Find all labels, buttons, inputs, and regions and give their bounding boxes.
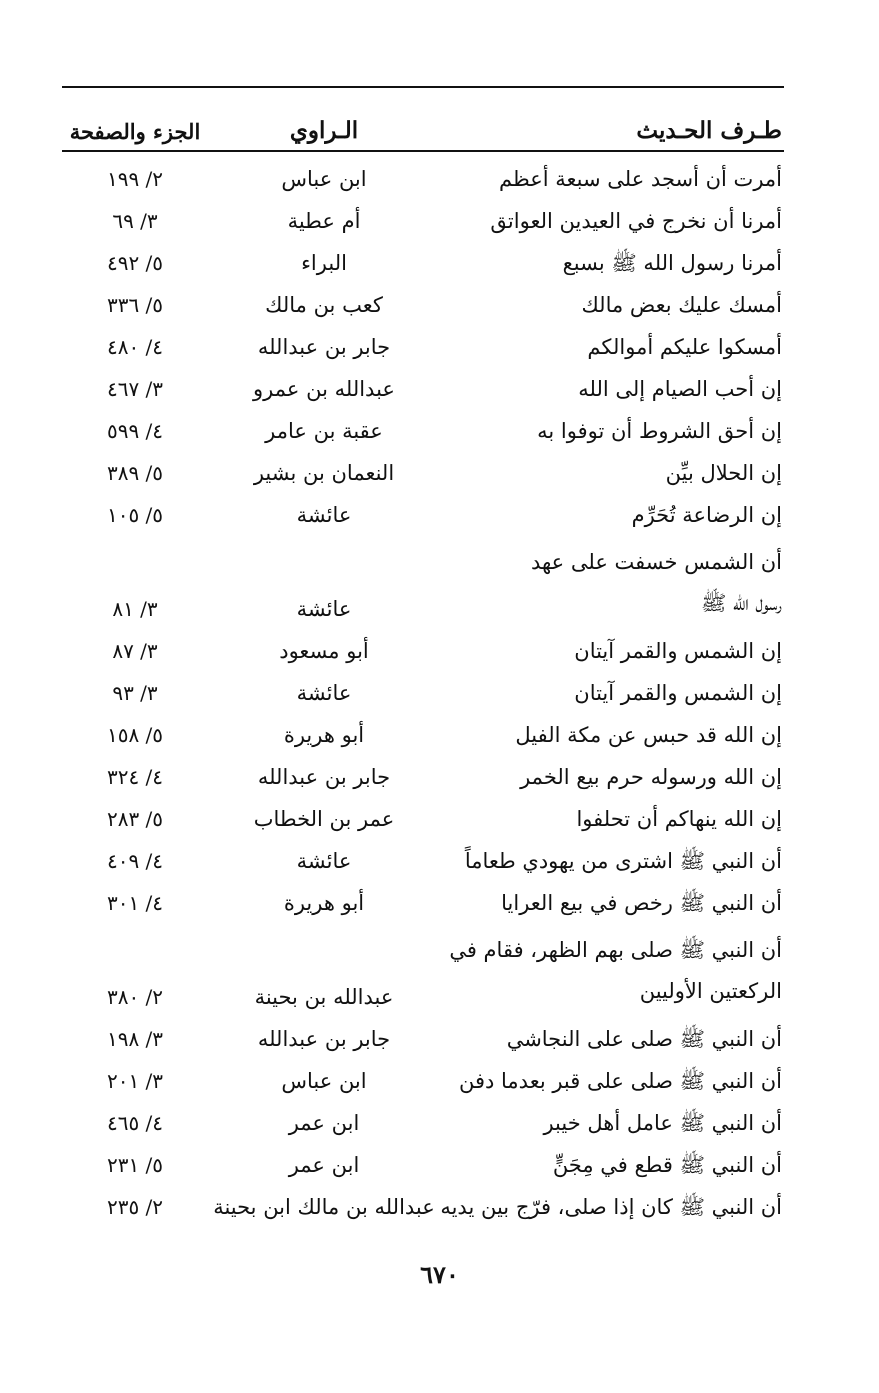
narrator: النعمان بن بشير: [253, 461, 395, 485]
table-row: [62, 200, 784, 242]
table-row: [62, 452, 784, 494]
hadith-text: إن الله ينهاكم أن تحلفوا: [576, 807, 782, 831]
hadith-text: أن النبي ﷺ اشترى من يهودي طعاماً: [464, 849, 782, 873]
table-row: [62, 1102, 784, 1144]
hadith-text: إن أحب الصيام إلى الله: [578, 377, 782, 401]
narrator: أبو هريرة: [283, 723, 365, 747]
volume-page: ٣/ ١٩٨: [106, 1027, 164, 1051]
hadith-text: أن النبي ﷺ صلى على قبر بعدما دفن: [458, 1069, 782, 1093]
narrator: عقبة بن عامر: [265, 419, 383, 443]
hadith-text: أمرنا رسول الله ﷺ بسبع: [562, 251, 782, 275]
table-row: [62, 840, 784, 882]
table-row: [62, 410, 784, 452]
hadith-text: أن النبي ﷺ صلى بهم الظهر، فقام في الركعتين الأوليين: [449, 938, 782, 1003]
volume-page: ٤/ ٥٩٩: [106, 419, 164, 443]
narrator: عائشة: [296, 503, 352, 527]
narrator: البراء: [301, 251, 347, 275]
header-hadith-text: طـرف الحـديث: [636, 117, 782, 144]
volume-page: ٢/ ٢٣٥: [106, 1195, 164, 1219]
table-row: [62, 882, 784, 924]
volume-page: ٤/ ٣٢٤: [106, 765, 164, 789]
table-body: [62, 158, 784, 1228]
table-row: [62, 1144, 784, 1186]
hadith-text: أن النبي ﷺ صلى على النجاشي: [506, 1027, 782, 1051]
narrator: أم عطية: [287, 209, 361, 233]
volume-page: ٣/ ٦٩: [112, 209, 158, 233]
hadith-text: أن النبي ﷺ كان إذا صلى، فرّج بين يديه: [440, 1195, 782, 1219]
narrator: عبدالله بن عمرو: [253, 377, 395, 401]
table-row: [62, 1186, 784, 1228]
hadith-text: أمسكوا عليكم أموالكم: [587, 335, 782, 359]
hadith-text: إن الشمس والقمر آيتان: [574, 639, 782, 663]
volume-page: ٥/ ٣٣٦: [106, 293, 164, 317]
table-row: [62, 158, 784, 200]
table-row: [62, 630, 784, 672]
table-row: [62, 242, 784, 284]
hadith-text: أمرت أن أسجد على سبعة أعظم: [499, 167, 782, 191]
hadith-text: أمسك عليك بعض مالك: [581, 293, 782, 317]
volume-page: ٥/ ٢٣١: [106, 1153, 164, 1177]
table-row: [62, 326, 784, 368]
volume-page: ٥/ ٣٨٩: [106, 461, 164, 485]
volume-page: ٢/ ١٩٩: [106, 167, 164, 191]
hadith-text: إن أحق الشروط أن توفوا به: [537, 419, 782, 443]
volume-page: ٤/ ٣٠١: [106, 891, 164, 915]
hadith-text: إن الله ورسوله حرم بيع الخمر: [520, 765, 782, 789]
table-row: [62, 756, 784, 798]
volume-page: ٥/ ٤٩٢: [106, 251, 164, 275]
volume-page: ٣/ ٨١: [112, 597, 158, 621]
header-narrator: الـراوي: [289, 117, 359, 144]
narrator: عبدالله بن مالك ابن بحينة: [213, 1195, 435, 1219]
narrator: عمر بن الخطاب: [253, 807, 395, 831]
volume-page: ٤/ ٤٠٩: [106, 849, 164, 873]
hadith-text: أن النبي ﷺ قطع في مِجَنٍّ: [552, 1153, 782, 1177]
narrator: عائشة: [296, 597, 352, 621]
narrator: ابن عباس: [281, 1069, 367, 1093]
hadith-text: إن الله قد حبس عن مكة الفيل: [515, 723, 782, 747]
narrator: عائشة: [296, 681, 352, 705]
narrator: ابن عباس: [281, 167, 367, 191]
header-rule: [62, 150, 784, 152]
narrator: ابن عمر: [288, 1153, 360, 1177]
narrator: عبدالله بن بحينة: [254, 985, 394, 1009]
hadith-text: أمرنا أن نخرج في العيدين العواتق: [490, 209, 782, 233]
table-row: [62, 1018, 784, 1060]
narrator: جابر بن عبدالله: [257, 335, 391, 359]
table-row: [62, 1060, 784, 1102]
volume-page: ٢/ ٣٨٠: [106, 985, 164, 1009]
page-number: ٦٧٠: [420, 1260, 459, 1289]
hadith-text: إن الشمس والقمر آيتان: [574, 681, 782, 705]
volume-page: ٣/ ٨٧: [112, 639, 158, 663]
volume-page: ٣/ ٢٠١: [106, 1069, 164, 1093]
narrator: عائشة: [296, 849, 352, 873]
hadith-text: إن الرضاعة تُحَرِّم: [631, 503, 782, 527]
volume-page: ٣/ ٩٣: [112, 681, 158, 705]
volume-page: ٥/ ١٥٨: [106, 723, 164, 747]
volume-page: ٤/ ٤٨٠: [106, 335, 164, 359]
index-page: [62, 86, 784, 1228]
volume-page: ٣/ ٤٦٧: [106, 377, 164, 401]
narrator: أبو هريرة: [283, 891, 365, 915]
table-header: [62, 88, 784, 144]
hadith-text: إن الحلال بيِّن: [665, 461, 782, 485]
table-row: [62, 672, 784, 714]
table-row: [62, 284, 784, 326]
narrator: جابر بن عبدالله: [257, 765, 391, 789]
table-row: [62, 536, 784, 630]
table-row: [62, 494, 784, 536]
hadith-text: أن النبي ﷺ رخص في بيع العرايا: [501, 891, 782, 915]
narrator: كعب بن مالك: [265, 293, 383, 317]
volume-page: ٥/ ٢٨٣: [106, 807, 164, 831]
table-row: [62, 368, 784, 410]
narrator: ابن عمر: [288, 1111, 360, 1135]
header-volume-page: الجزء والصفحة: [69, 119, 201, 144]
narrator: أبو مسعود: [279, 639, 369, 663]
table-row: [62, 924, 784, 1018]
hadith-text: أن الشمس خسفت على عهد رسول الله ﷺ: [530, 550, 782, 615]
narrator: جابر بن عبدالله: [257, 1027, 391, 1051]
volume-page: ٤/ ٤٦٥: [106, 1111, 164, 1135]
volume-page: ٥/ ١٠٥: [106, 503, 164, 527]
table-row: [62, 798, 784, 840]
hadith-text: أن النبي ﷺ عامل أهل خيبر: [543, 1111, 782, 1135]
table-row: [62, 714, 784, 756]
